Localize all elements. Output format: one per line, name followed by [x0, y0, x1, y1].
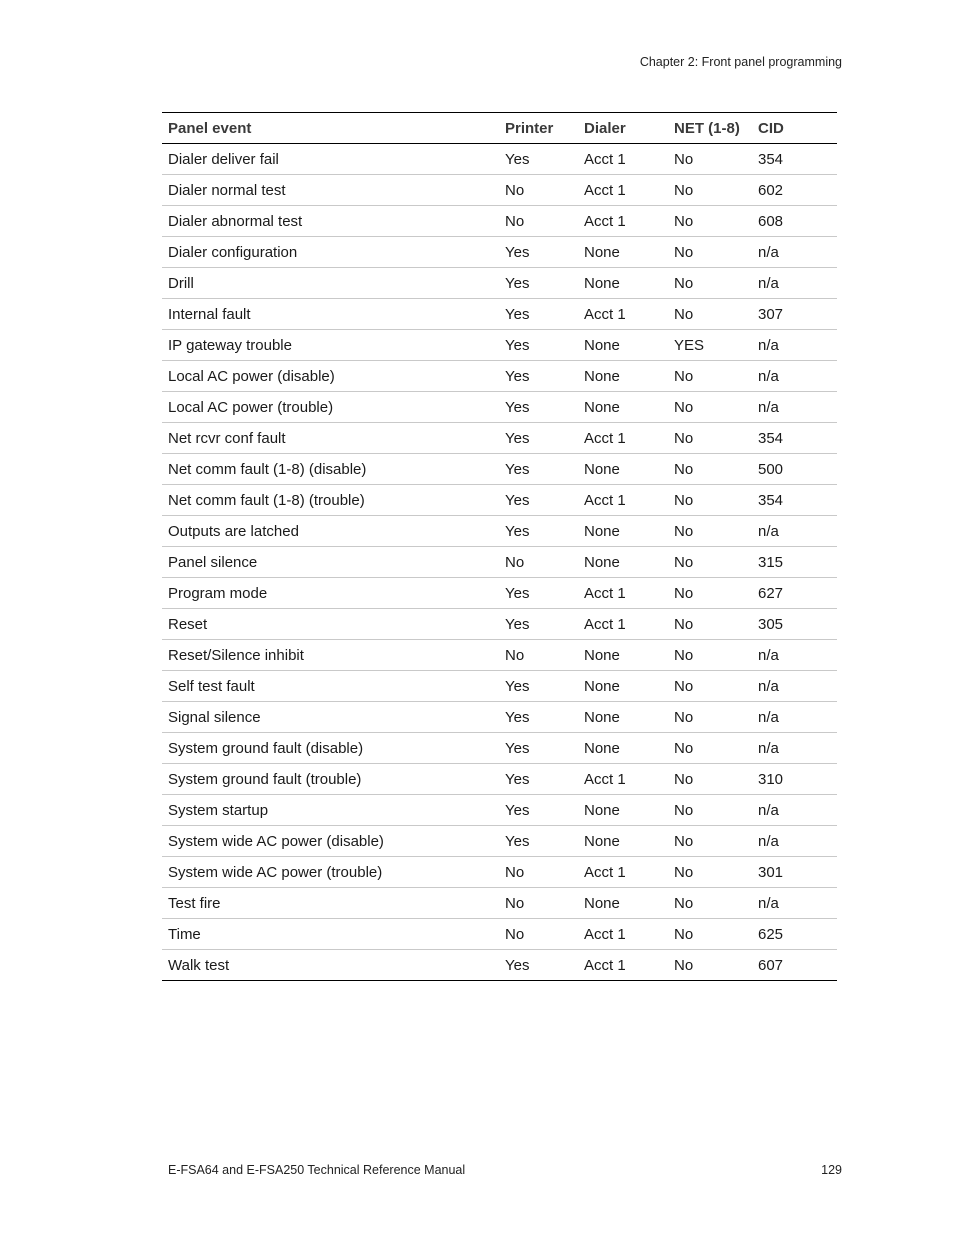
table-row [162, 485, 837, 516]
cell-dialer: None [578, 330, 668, 361]
cell-dialer: None [578, 392, 668, 423]
cell-cid: n/a [752, 640, 837, 671]
cell-net: No [668, 826, 752, 857]
cell-panel-event: Time [162, 919, 499, 950]
cell-cid: 607 [758, 956, 784, 974]
table-row [162, 299, 837, 330]
table-row [162, 640, 837, 671]
cell-printer: Yes [499, 237, 578, 268]
cell-net: No [668, 175, 752, 206]
cell-printer: Yes [499, 330, 578, 361]
footer-manual-title: E-FSA64 and E-FSA250 Technical Reference Manual [168, 1163, 466, 1177]
cell-panel-event: Net comm fault (1-8) (disable) [162, 454, 499, 485]
cell-cid: n/a [752, 671, 837, 702]
cell-printer: Yes [499, 485, 578, 516]
cell-dialer: None [578, 640, 668, 671]
cell-panel-event: Test fire [162, 888, 499, 919]
cell-printer: No [499, 888, 578, 919]
cell-panel-event: Dialer normal test [162, 175, 499, 206]
cell-cid: 354 [752, 144, 837, 175]
cell-net: No [668, 547, 752, 578]
cell-net: No [668, 299, 752, 330]
cell-cid: 608 [752, 206, 837, 237]
table-row [162, 175, 837, 206]
cell-dialer: Acct 1 [578, 764, 668, 795]
table-row [162, 609, 837, 640]
cell-net: No [668, 485, 752, 516]
cell-panel-event: Program mode [162, 578, 499, 609]
cell-cid: 602 [752, 175, 837, 206]
column-header-panel-event: Panel event [162, 113, 499, 144]
column-header-net: NET (1-8) [668, 113, 752, 144]
cell-printer: Yes [499, 764, 578, 795]
cell-panel-event: Walk test [168, 956, 230, 974]
cell-printer: Yes [499, 299, 578, 330]
footer-page-number: 129 [821, 1163, 842, 1177]
table-row [162, 547, 837, 578]
table-row [162, 764, 837, 795]
cell-net: No [668, 919, 752, 950]
table-row [162, 857, 837, 888]
table-row [162, 144, 837, 175]
cell-panel-event: Dialer deliver fail [162, 144, 499, 175]
cell-dialer: Acct 1 [578, 857, 668, 888]
cell-printer: Yes [499, 671, 578, 702]
column-header-dialer: Dialer [578, 113, 668, 144]
cell-dialer: None [578, 733, 668, 764]
cell-printer: Yes [499, 702, 578, 733]
cell-cid: 354 [752, 485, 837, 516]
cell-printer: Yes [499, 392, 578, 423]
cell-net: No [668, 764, 752, 795]
cell-cid: 307 [752, 299, 837, 330]
cell-cid: n/a [752, 826, 837, 857]
cell-panel-event: Internal fault [162, 299, 499, 330]
table-row [162, 423, 837, 454]
cell-printer: Yes [499, 423, 578, 454]
cell-net: No [668, 888, 752, 919]
cell-dialer: Acct 1 [578, 206, 668, 237]
cell-dialer: Acct 1 [578, 485, 668, 516]
header-row [162, 113, 837, 144]
cell-net: No [674, 956, 694, 974]
cell-printer: Yes [499, 733, 578, 764]
cell-net: No [668, 516, 752, 547]
cell-net: No [668, 392, 752, 423]
cell-net: No [668, 423, 752, 454]
cell-cid: n/a [752, 237, 837, 268]
table-row [162, 516, 837, 547]
cell-printer: No [499, 919, 578, 950]
cell-cid: 305 [752, 609, 837, 640]
cell-panel-event: Self test fault [162, 671, 499, 702]
cell-cid: 500 [752, 454, 837, 485]
column-header-printer: Printer [499, 113, 578, 144]
cell-panel-event: Reset/Silence inhibit [162, 640, 499, 671]
table-row [162, 702, 837, 733]
table-row [162, 671, 837, 702]
cell-cid: 301 [752, 857, 837, 888]
cell-net: No [668, 702, 752, 733]
cell-printer: Yes [499, 454, 578, 485]
cell-dialer: None [578, 795, 668, 826]
table-row [162, 578, 837, 609]
cell-printer: Yes [499, 609, 578, 640]
table-row [162, 950, 837, 981]
cell-cid: n/a [752, 702, 837, 733]
cell-cid: n/a [752, 795, 837, 826]
cell-printer: Yes [505, 956, 530, 974]
cell-dialer: Acct 1 [578, 423, 668, 454]
table-row [162, 795, 837, 826]
cell-panel-event: System ground fault (trouble) [162, 764, 499, 795]
cell-net: No [668, 795, 752, 826]
cell-dialer: None [578, 454, 668, 485]
table-row [162, 733, 837, 764]
cell-dialer: None [578, 268, 668, 299]
cell-printer: Yes [499, 268, 578, 299]
cell-printer: Yes [499, 144, 578, 175]
cell-printer: Yes [499, 826, 578, 857]
cell-net: No [668, 578, 752, 609]
cell-panel-event: System wide AC power (trouble) [162, 857, 499, 888]
cell-cid: n/a [752, 888, 837, 919]
cell-panel-event: IP gateway trouble [162, 330, 499, 361]
table-row [162, 206, 837, 237]
table-row [162, 330, 837, 361]
cell-panel-event: Local AC power (disable) [162, 361, 499, 392]
column-header-cid: CID [752, 113, 837, 144]
cell-panel-event: Panel silence [162, 547, 499, 578]
cell-cid: 354 [752, 423, 837, 454]
cell-net: No [668, 206, 752, 237]
cell-cid: n/a [752, 733, 837, 764]
event-table-container [162, 112, 837, 981]
cell-printer: Yes [499, 578, 578, 609]
cell-panel-event: System wide AC power (disable) [162, 826, 499, 857]
cell-dialer: None [578, 671, 668, 702]
cell-printer: No [499, 640, 578, 671]
cell-cid: 315 [752, 547, 837, 578]
cell-printer: Yes [499, 361, 578, 392]
cell-dialer: Acct 1 [578, 144, 668, 175]
cell-printer: Yes [499, 516, 578, 547]
cell-dialer: None [578, 547, 668, 578]
running-header: Chapter 2: Front panel programming [639, 55, 842, 69]
cell-printer: Yes [499, 795, 578, 826]
table-header [162, 113, 837, 144]
table-row [162, 268, 837, 299]
cell-net: YES [668, 330, 752, 361]
cell-dialer: Acct 1 [584, 956, 626, 974]
cell-cid: n/a [752, 392, 837, 423]
cell-net: No [668, 144, 752, 175]
cell-net: No [668, 857, 752, 888]
cell-dialer: Acct 1 [578, 609, 668, 640]
cell-printer: No [499, 857, 578, 888]
cell-cid: 627 [752, 578, 837, 609]
cell-cid: 625 [752, 919, 837, 950]
table-row [162, 392, 837, 423]
cell-panel-event: Net comm fault (1-8) (trouble) [162, 485, 499, 516]
table-row [162, 237, 837, 268]
cell-cid: n/a [752, 516, 837, 547]
cell-panel-event: Local AC power (trouble) [162, 392, 499, 423]
cell-net: No [668, 454, 752, 485]
cell-panel-event: Drill [162, 268, 499, 299]
table-row [162, 919, 837, 950]
cell-dialer: Acct 1 [578, 175, 668, 206]
cell-net: No [668, 733, 752, 764]
panel-event-table [162, 112, 837, 981]
cell-cid: 310 [752, 764, 837, 795]
cell-net: No [668, 671, 752, 702]
cell-dialer: None [578, 702, 668, 733]
cell-net: No [668, 361, 752, 392]
cell-dialer: None [578, 826, 668, 857]
table-row [162, 826, 837, 857]
cell-cid: n/a [752, 361, 837, 392]
table-row [162, 888, 837, 919]
cell-panel-event: Net rcvr conf fault [162, 423, 499, 454]
cell-cid: n/a [752, 268, 837, 299]
cell-cid: n/a [752, 330, 837, 361]
cell-dialer: Acct 1 [578, 299, 668, 330]
cell-net: No [668, 640, 752, 671]
cell-dialer: Acct 1 [578, 578, 668, 609]
cell-dialer: None [578, 888, 668, 919]
cell-printer: No [499, 175, 578, 206]
cell-panel-event: System ground fault (disable) [162, 733, 499, 764]
cell-printer: No [499, 547, 578, 578]
cell-net: No [668, 268, 752, 299]
cell-dialer: None [578, 237, 668, 268]
cell-net: No [668, 237, 752, 268]
table-row [162, 361, 837, 392]
cell-panel-event: System startup [162, 795, 499, 826]
cell-dialer: None [578, 516, 668, 547]
table-body [162, 144, 837, 981]
cell-panel-event: Dialer configuration [162, 237, 499, 268]
cell-panel-event: Dialer abnormal test [162, 206, 499, 237]
cell-panel-event: Reset [162, 609, 499, 640]
cell-dialer: Acct 1 [578, 919, 668, 950]
table-row [162, 454, 837, 485]
cell-net: No [668, 609, 752, 640]
cell-panel-event: Outputs are latched [162, 516, 499, 547]
cell-printer: No [499, 206, 578, 237]
cell-panel-event: Signal silence [162, 702, 499, 733]
cell-dialer: None [578, 361, 668, 392]
